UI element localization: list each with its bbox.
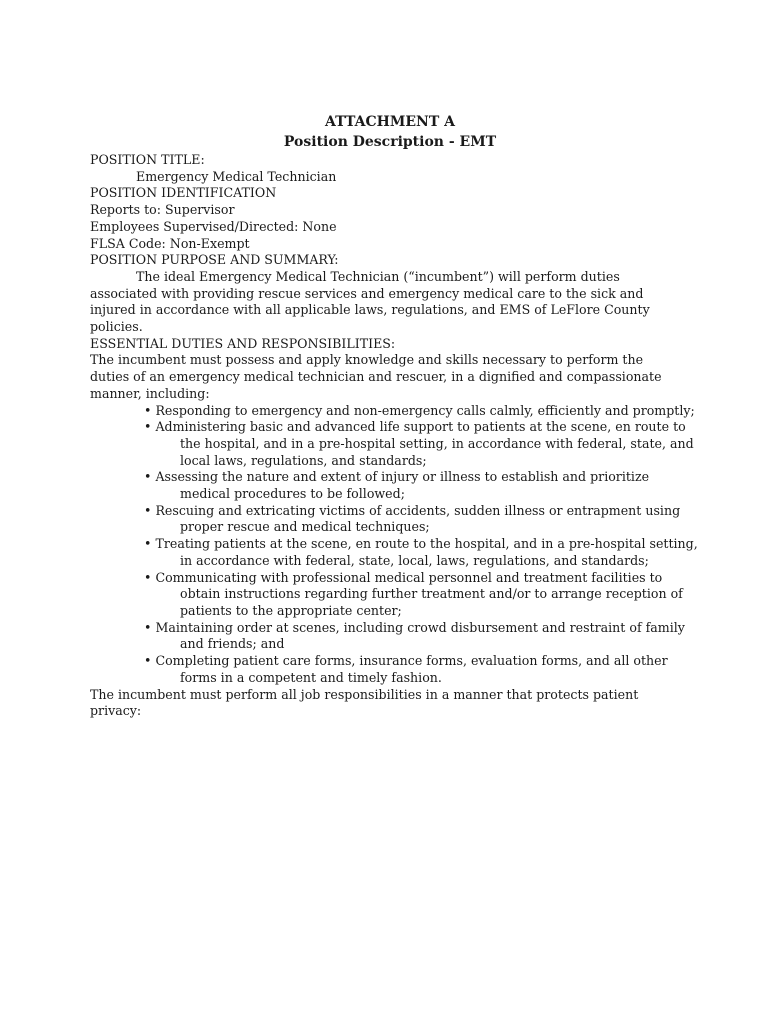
bullet-marker: • [144,402,152,418]
duty-text: Treating patients at the scene, en route to the hospital, and in a pre-hospital setting, in accordance with federal, state, local, laws, regulations, and standards; [155,536,698,568]
position-identification-label: POSITION IDENTIFICATION [90,185,277,201]
duty-item [90,469,700,502]
bullet-marker: • [144,653,152,669]
duties-intro-2: duties of an emergency medical technician and rescuer, in a dignified and compassionate [90,369,662,385]
closing-line-1: The incumbent must perform all job responsibilities in a manner that protects patient [90,686,639,702]
duty-item [90,536,700,569]
bullet-marker: • [144,502,152,518]
duty-text: Administering basic and advanced life support to patients at the scene, en route to the hospital, and in a pre-hospital setting, in accordance with federal, state, and local laws, regulations, and standards; [155,419,694,468]
duty-item [90,403,700,420]
duties-label: ESSENTIAL DUTIES AND RESPONSIBILITIES: [90,335,396,351]
attachment-heading: ATTACHMENT A [324,114,456,130]
purpose-line-3: injured in accordance with all applicable laws, regulations, and EMS of LeFlore County [90,302,650,318]
document-title: Position Description - EMT [283,134,497,150]
duty-text: Rescuing and extricating victims of accidents, sudden illness or entrapment using proper rescue and medical techniques; [155,502,681,535]
duties-intro-1: The incumbent must possess and apply knowledge and skills necessary to perform the [90,352,644,368]
duty-item [90,570,700,620]
position-title-value: Emergency Medical Technician [136,168,337,184]
bullet-marker: • [144,469,152,485]
duty-item [90,653,700,686]
reports-to: Reports to: Supervisor [90,202,235,218]
duties-list [90,402,698,687]
duty-text: Maintaining order at scenes, including crowd disbursement and restraint of family and friends; and [155,619,685,652]
duty-item [90,419,700,469]
document-body [90,112,698,720]
duty-text: Completing patient care forms, insurance forms, evaluation forms, and all other forms in a competent and timely fashion. [155,653,668,685]
duty-item [90,503,700,536]
purpose-label: POSITION PURPOSE AND SUMMARY: [90,252,339,268]
duty-text: Responding to emergency and non-emergency calls calmly, efficiently and promptly; [155,402,695,418]
duty-text: Communicating with professional medical personnel and treatment facilities to obtain instructions regarding further treatment and/or to arrange reception of patients to the appropriate center; [155,569,683,618]
flsa-code: FLSA Code: Non-Exempt [90,235,250,251]
purpose-line-2: associated with providing rescue services and emergency medical care to the sick and [90,285,644,301]
duties-intro-3: manner, including: [90,385,210,401]
duty-text: Assessing the nature and extent of injury or illness to establish and prioritize medical procedures to be followed; [155,469,650,502]
purpose-line-4: policies. [90,319,143,335]
bullet-marker: • [144,569,152,585]
closing-line-2: privacy: [90,703,142,719]
employees-supervised: Employees Supervised/Directed: None [90,218,337,234]
bullet-marker: • [144,419,152,435]
purpose-line-1: The ideal Emergency Medical Technician (“incumbent”) will perform duties [136,268,620,284]
position-title-label: POSITION TITLE: [90,152,205,167]
bullet-marker: • [144,619,152,635]
bullet-marker: • [144,536,152,552]
duty-item [90,620,700,653]
